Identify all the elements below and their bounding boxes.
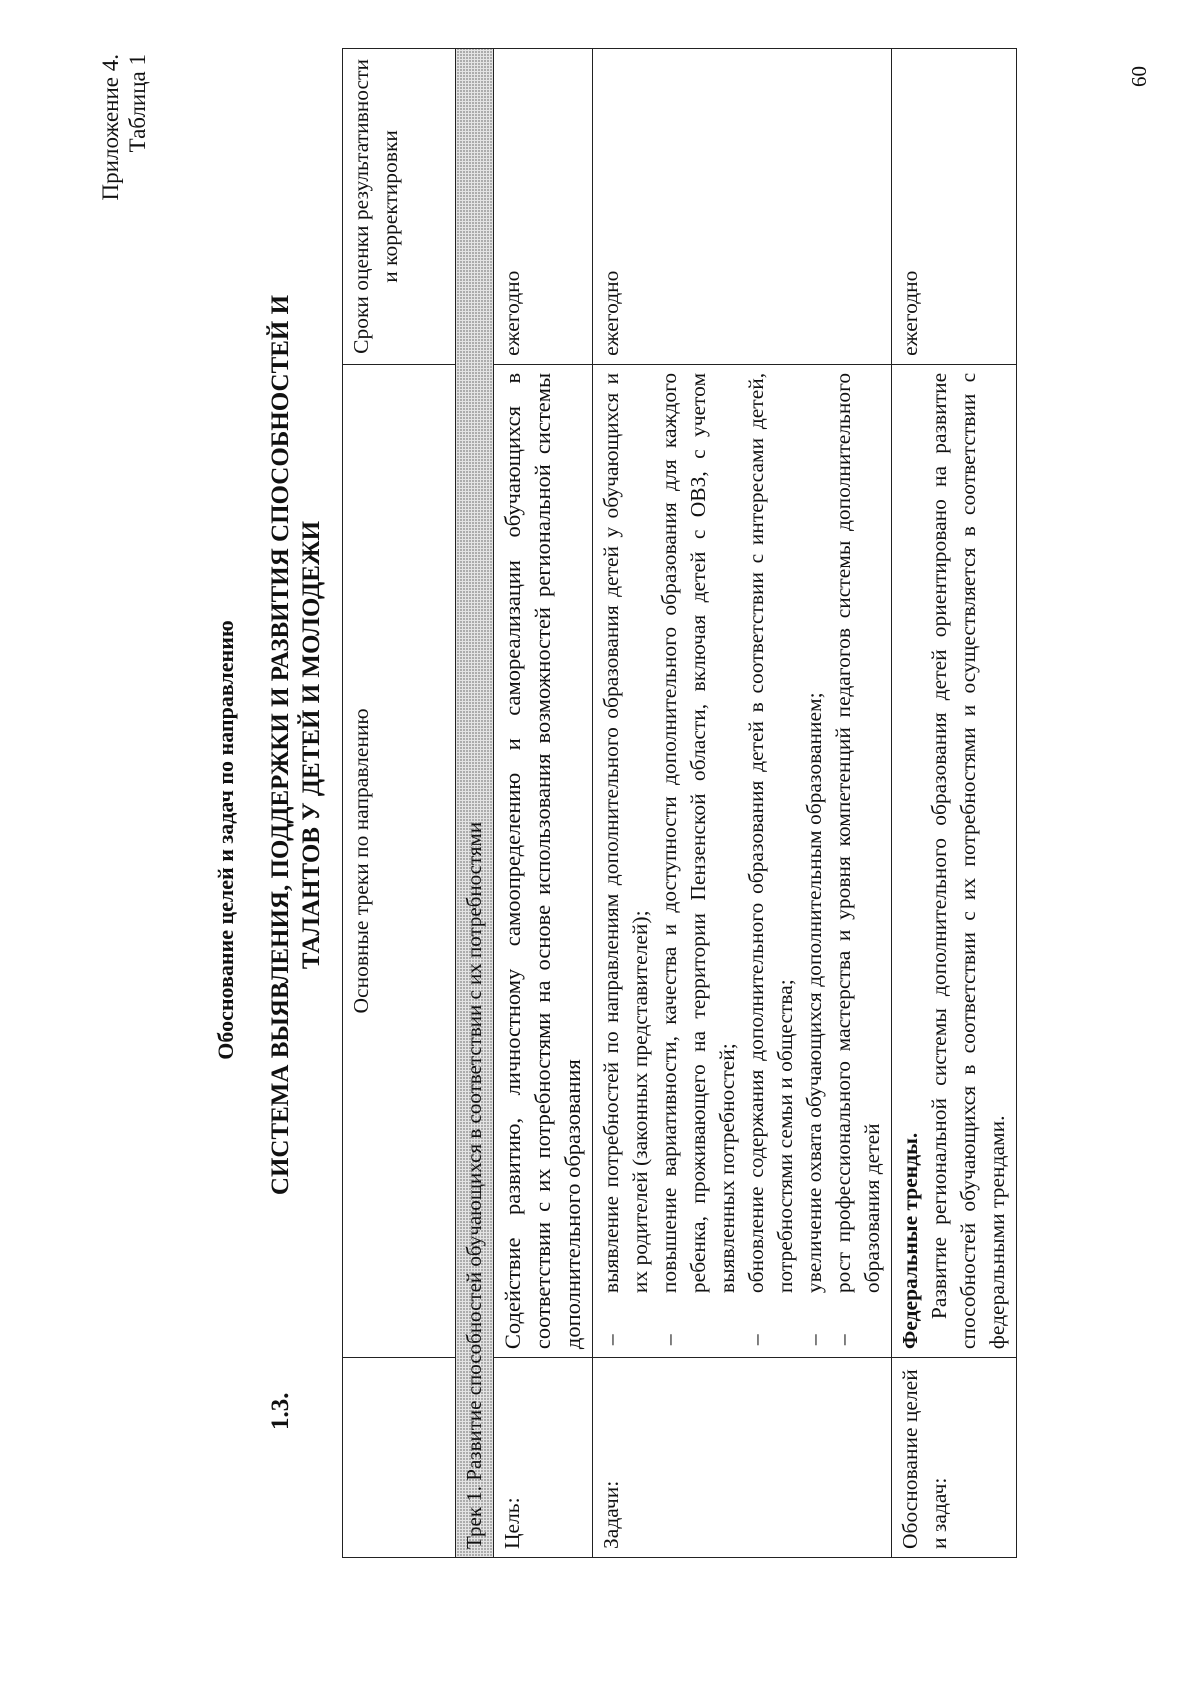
table-header-row (343, 49, 456, 1558)
page-number: 60 (1127, 66, 1151, 87)
tasks-term: ежегодно (593, 49, 892, 365)
dash-marker: – (831, 1334, 855, 1346)
rationale-term: ежегодно (892, 49, 1017, 365)
list-item (742, 373, 800, 1349)
track-title: Трек 1. Развитие способностей обучающихся в соответствии с их потребностями (456, 49, 494, 1558)
goal-label: Цель: (494, 1358, 593, 1558)
task-text: повышение вариативности, качества и доступности дополнительного образования для каждого ребенка, проживающего на территории Пензенской области, включая детей с ОВЗ, с учетом выявленных потребностей; (657, 372, 739, 1294)
document-page (45, 40, 1185, 1640)
goals-table (342, 48, 1017, 1558)
header-tracks: Основные треки по направлению (343, 364, 456, 1357)
tasks-row (593, 49, 892, 1558)
goal-text: Содействие развитию, личностному самоопределению и самореализации обучающихся в соответствии с их потребностями на основе использования возможностей региональной системы дополнительного образования (494, 364, 593, 1357)
goal-term: ежегодно (494, 49, 593, 365)
trend-title: Федеральные тренды. (898, 1132, 922, 1350)
list-item (655, 373, 742, 1349)
section-title (265, 150, 327, 1450)
section-title-line-2: ТАЛАНТОВ У ДЕТЕЙ И МОЛОДЕЖИ (298, 520, 325, 970)
dash-marker: – (802, 1334, 826, 1346)
document-heading: Обоснование целей и задач по направлению (213, 620, 238, 1060)
tasks-cell (593, 364, 892, 1357)
list-item (829, 373, 887, 1349)
section-number: 1.3. (267, 1392, 294, 1430)
task-text: обновление содержания дополнительного образования детей в соответствии с интересами детей, потребностями семьи и общества; (744, 372, 797, 1294)
dash-marker: – (657, 1334, 681, 1346)
task-text: выявление потребностей по направлениям дополнительного образования детей у обучающихся и их родителей (законных представителей); (599, 372, 652, 1294)
tasks-label: Задачи: (593, 1358, 892, 1558)
task-text: рост профессионального мастерства и уровня компетенций педагогов системы дополнительного образования детей (831, 372, 884, 1294)
track-row (456, 49, 494, 1558)
appendix-line-1: Приложение 4. (98, 54, 123, 201)
appendix-line-2: Таблица 1 (125, 54, 150, 153)
header-terms: Сроки оценки результативности и корректировки (343, 49, 456, 365)
rationale-label: Обоснование целей и задач: (892, 1358, 1017, 1558)
header-empty-cell (343, 1358, 456, 1558)
trend-text: Развитие региональной системы дополнительного образования детей ориентировано на развитие способностей обучающихся в соответствии с их потребностями и осуществляется в соответствии с федеральными трендами. (927, 372, 1009, 1350)
section-title-line-1: СИСТЕМА ВЫЯВЛЕНИЯ, ПОДДЕРЖКИ И РАЗВИТИЯ СПОСОБНОСТЕЙ И (267, 294, 294, 1196)
list-item (800, 373, 829, 1349)
task-text: увеличение охвата обучающихся дополнительным образованием; (802, 692, 826, 1294)
goal-row (494, 49, 593, 1558)
dash-marker: – (744, 1334, 768, 1346)
rationale-cell (892, 364, 1017, 1357)
list-item (597, 373, 655, 1349)
tasks-list (597, 373, 887, 1349)
dash-marker: – (599, 1334, 623, 1346)
appendix-label (97, 54, 151, 200)
rationale-row (892, 49, 1017, 1558)
